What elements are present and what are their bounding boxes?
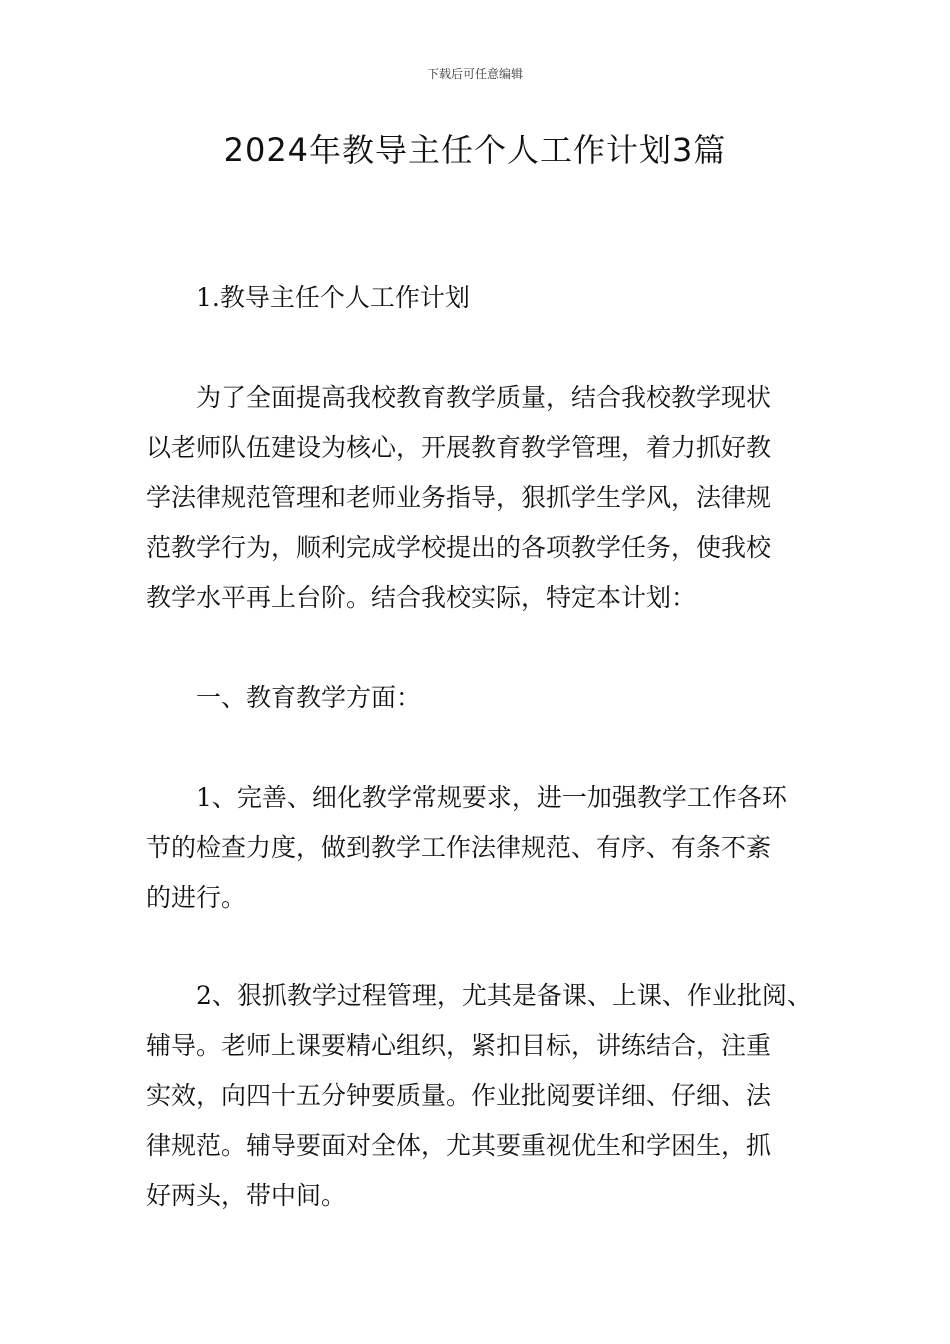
document-title: 2024年教导主任个人工作计划3篇 [223, 131, 727, 169]
section-heading [146, 273, 806, 323]
header-note: 下载后可任意编辑 [426, 67, 523, 81]
paragraph-line: 实效，向四十五分钟要质量。作业批阅要详细、仔细、法 [146, 1081, 772, 1110]
paragraph-line: 以老师队伍建设为核心，开展教育教学管理，着力抓好教 [146, 433, 772, 462]
part-one-heading-text: 一、教育教学方面： [196, 683, 422, 712]
paragraph-line: 教学水平再上台阶。结合我校实际，特定本计划： [146, 583, 697, 612]
paragraph-line: 辅导。老师上课要精心组织，紧扣目标，讲练结合，注重 [146, 1031, 772, 1060]
paragraph-line: 学法律规范管理和老师业务指导，狠抓学生学风，法律规 [146, 483, 772, 512]
paragraph-line: 节的检查力度，做到教学工作法律规范、有序、有条不紊 [146, 833, 772, 862]
paragraph-line: 的进行。 [146, 883, 247, 912]
paragraph-line: 律规范。辅导要面对全体，尤其要重视优生和学困生，抓 [146, 1131, 772, 1160]
part-one-heading [146, 673, 806, 723]
paragraph-item-2 [146, 971, 812, 1221]
section-heading-text: 1.教导主任个人工作计划 [196, 283, 470, 312]
paragraph-line: 为了全面提高我校教育教学质量，结合我校教学现状 [196, 383, 772, 412]
paragraph-line: 2、狠抓教学过程管理，尤其是备课、上课、作业批阅、 [196, 981, 812, 1010]
paragraph-line: 好两头，带中间。 [146, 1181, 347, 1210]
paragraph-line: 范教学行为，顺利完成学校提出的各项教学任务，使我校 [146, 533, 772, 562]
paragraph-line: 1、完善、细化教学常规要求，进一加强教学工作各环 [196, 783, 787, 812]
paragraph-intro [146, 373, 806, 623]
paragraph-item-1 [146, 773, 806, 923]
